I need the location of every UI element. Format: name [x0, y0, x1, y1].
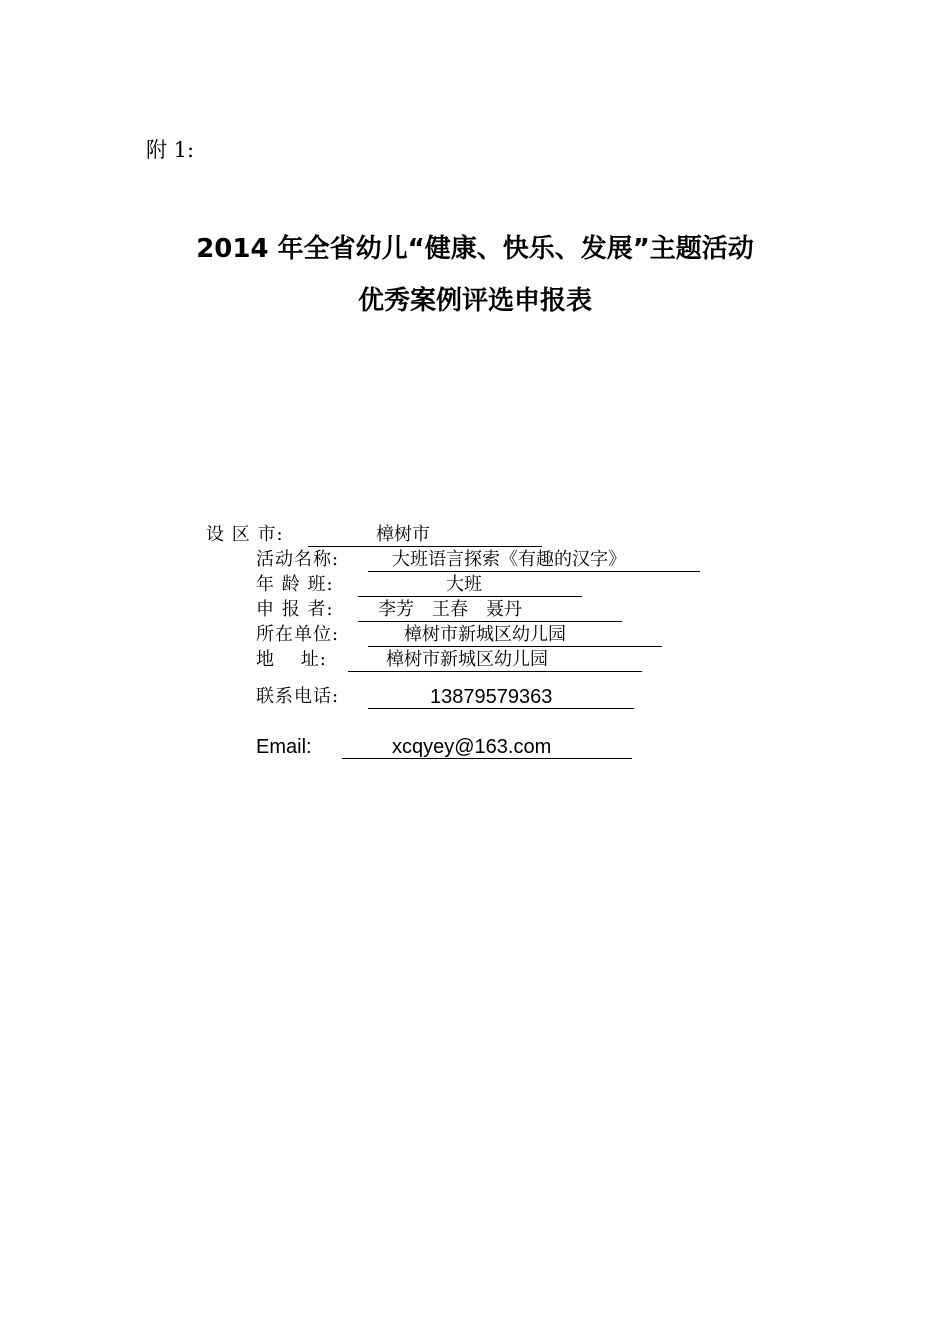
age-class-field[interactable]	[358, 574, 582, 597]
city-value: 樟树市	[376, 524, 430, 545]
city-label: 设 区 市:	[206, 524, 284, 545]
applicants-field[interactable]	[358, 599, 622, 622]
email-value: xcqyey@163.com	[392, 736, 552, 758]
unit-value: 樟树市新城区幼儿园	[404, 624, 566, 645]
age-class-label: 年 龄 班:	[256, 574, 334, 595]
address-field[interactable]	[348, 649, 642, 672]
email-row	[256, 736, 634, 760]
age-class-row	[256, 574, 586, 598]
age-class-value: 大班	[446, 574, 482, 595]
unit-label: 所在单位:	[256, 624, 340, 645]
phone-label: 联系电话:	[256, 686, 340, 707]
phone-row	[256, 686, 636, 710]
phone-value: 13879579363	[430, 686, 553, 708]
email-field[interactable]	[342, 736, 632, 759]
form-title-line-2: 优秀案例评选申报表	[357, 286, 592, 316]
applicants-row	[256, 599, 624, 623]
address-label: 地 址:	[256, 649, 327, 670]
activity-value: 大班语言探索《有趣的汉字》	[392, 549, 626, 570]
activity-row	[256, 549, 702, 573]
activity-label: 活动名称:	[256, 549, 340, 570]
applicants-label: 申 报 者:	[256, 599, 334, 620]
email-label: Email:	[256, 736, 312, 758]
unit-field[interactable]	[368, 624, 662, 647]
form-title-line-1: 2014 年全省幼儿“健康、快乐、发展”主题活动	[196, 234, 754, 264]
city-field[interactable]	[308, 524, 542, 547]
address-row	[256, 649, 644, 673]
unit-row	[256, 624, 664, 648]
phone-field[interactable]	[368, 686, 634, 709]
address-value: 樟树市新城区幼儿园	[386, 649, 548, 670]
activity-field[interactable]	[368, 549, 700, 572]
city-row	[206, 524, 546, 548]
applicants-value: 李芳 王春 聂丹	[378, 599, 522, 620]
attachment-label: 附 1:	[146, 138, 195, 162]
